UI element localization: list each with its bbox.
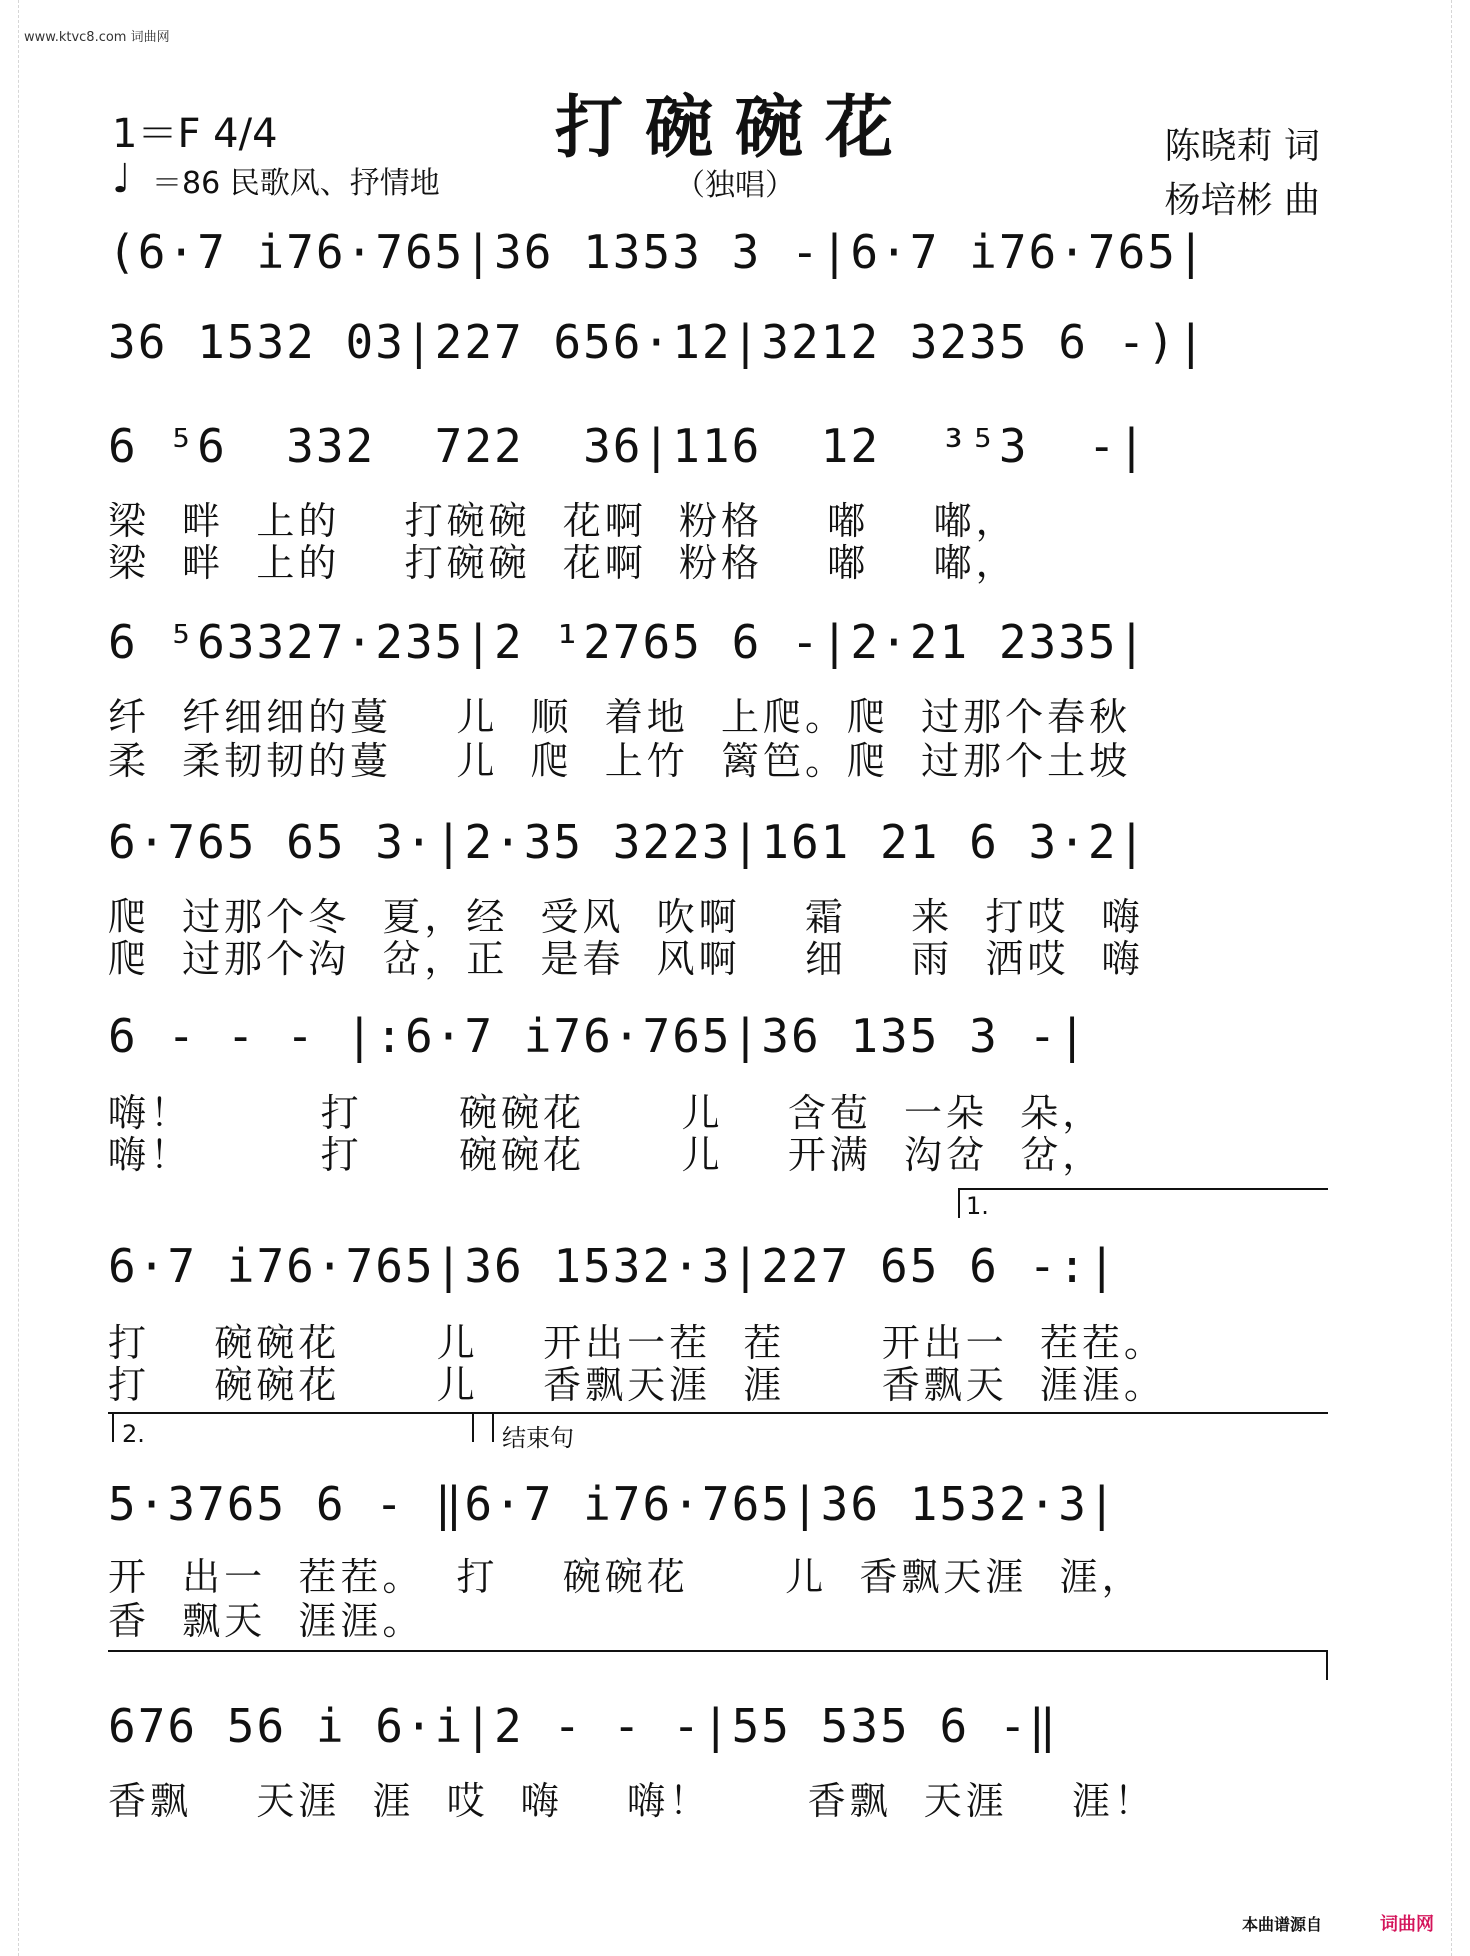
notation-line: 6 ⁵63327·235|2 ¹2765 6 -|2·21 2335| — [108, 615, 1148, 669]
ending-label: 结束句 — [502, 1424, 574, 1452]
score-row — [108, 1696, 1328, 1760]
song-subtitle: （独唱） — [675, 168, 795, 203]
composer-credit: 杨培彬 曲 — [1164, 180, 1320, 221]
notation-line: 36 1532 03|227 656·12|3212 3235 6 -)| — [108, 315, 1207, 369]
lyric-line: 香飘 天涯 涯 哎 嗨 嗨！ 香飘 天涯 涯！ — [108, 1779, 1157, 1823]
tempo-marking: ＝86 民歌风、抒情地 — [152, 166, 440, 201]
score-row — [108, 612, 1328, 676]
volta-bracket — [112, 1412, 114, 1442]
lyric-line: 柔 柔韧韧的蔓 儿 爬 上竹 篱笆。爬 过那个土坡 — [108, 739, 1132, 783]
score-row — [108, 222, 1328, 286]
volta-1-label: 1. — [966, 1192, 989, 1220]
score-row — [108, 416, 1328, 480]
phrase-bracket — [1326, 1650, 1328, 1680]
volta-2-label: 2. — [122, 1420, 145, 1448]
notation-line: (6·7 i76·765|36 1353 3 -|6·7 i76·765| — [108, 225, 1207, 279]
notation-line: 6·765 65 3·|2·35 3223|161 21 6 3·2| — [108, 815, 1148, 869]
lyric-line: 纤 纤细细的蔓 儿 顺 着地 上爬。爬 过那个春秋 — [108, 695, 1132, 739]
lyric-line: 香 飘天 涯涯。 — [108, 1599, 425, 1643]
lyric-line: 嗨！ 打 碗碗花 儿 含苞 一朵 朵， — [108, 1091, 1105, 1135]
score-row — [108, 312, 1328, 376]
key-signature: 1＝F 4/4 — [112, 111, 278, 157]
phrase-bracket — [108, 1650, 1328, 1652]
lyric-line: 爬 过那个沟 岔，正 是春 风啊 细 雨 洒哎 嗨 — [108, 937, 1144, 981]
site-url: www.ktvc8.com 词曲网 — [24, 30, 170, 45]
source-note: 本曲谱源自 — [1242, 1915, 1323, 1934]
lyric-line: 梁 畔 上的 打碗碗 花啊 粉格 嘟 嘟， — [108, 499, 1018, 543]
site-logo-text: 词曲网 — [1380, 1914, 1434, 1935]
volta-bracket — [958, 1188, 1328, 1190]
left-margin-strip — [0, 0, 19, 1956]
lyric-line: 嗨！ 打 碗碗花 儿 开满 沟岔 岔， — [108, 1133, 1105, 1177]
lyricist-credit: 陈晓莉 词 — [1164, 126, 1320, 167]
notation-line: 6 - - - |:6·7 i76·765|36 135 3 -| — [108, 1009, 1088, 1063]
volta-bracket — [492, 1412, 494, 1442]
lyric-line: 打 碗碗花 儿 香飘天涯 涯 香飘天 涯涯。 — [108, 1363, 1166, 1407]
notation-line: 5·3765 6 - ‖6·7 i76·765|36 1532·3| — [108, 1477, 1118, 1531]
score-row — [108, 1006, 1328, 1070]
quarter-note-icon: ♩ — [112, 156, 131, 202]
lyric-line: 爬 过那个冬 夏，经 受风 吹啊 霜 来 打哎 嗨 — [108, 895, 1144, 939]
lyric-line: 开 出一 茬茬。 打 碗碗花 儿 香飘天涯 涯， — [108, 1555, 1144, 1599]
volta-bracket — [472, 1412, 474, 1442]
notation-line: 6·7 i76·765|36 1532·3|227 65 6 -:| — [108, 1239, 1118, 1293]
volta-bracket — [958, 1188, 960, 1218]
lyric-line: 梁 畔 上的 打碗碗 花啊 粉格 嘟 嘟， — [108, 541, 1018, 585]
score-row — [108, 1236, 1328, 1300]
score-row — [108, 1474, 1328, 1538]
lyric-line: 打 碗碗花 儿 开出一茬 茬 开出一 茬茬。 — [108, 1321, 1166, 1365]
song-title: 打碗碗花 — [554, 88, 915, 168]
notation-line: 676 56 i 6·i|2 - - -|55 535 6 -‖ — [108, 1699, 1059, 1753]
volta-bracket — [108, 1412, 1328, 1414]
right-margin-strip — [1451, 0, 1470, 1956]
notation-line: 6 ⁵6 332 722 36|116 12 ³⁵3 -| — [108, 419, 1148, 473]
score-row — [108, 812, 1328, 876]
